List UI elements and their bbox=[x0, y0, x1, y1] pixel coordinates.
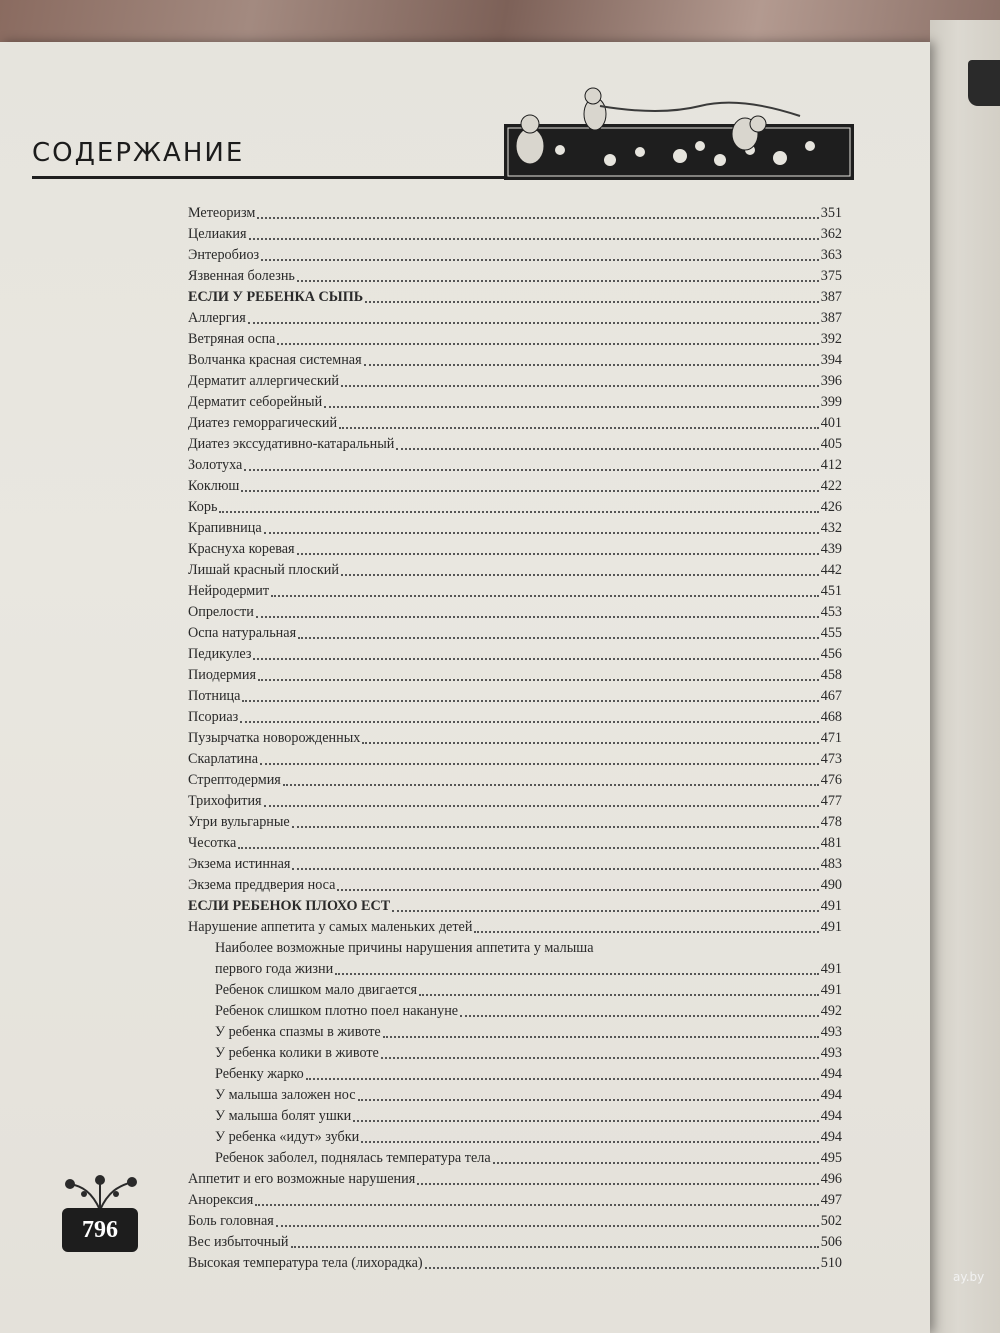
dot-leader bbox=[341, 371, 819, 387]
toc-entry-label: Диатез геморрагический bbox=[188, 415, 338, 431]
toc-entry-page: 493 bbox=[820, 1024, 842, 1040]
toc-entry bbox=[188, 917, 842, 938]
toc-entry bbox=[188, 329, 842, 350]
toc-entry-label: ЕСЛИ РЕБЕНОК ПЛОХО ЕСТ bbox=[188, 898, 391, 914]
dot-leader bbox=[261, 245, 819, 261]
dot-leader bbox=[417, 1169, 818, 1185]
dot-leader bbox=[242, 686, 818, 702]
dot-leader bbox=[381, 1043, 819, 1059]
toc-entry bbox=[188, 791, 842, 812]
toc-entry-label: Ребенок заболел, поднялась температура тела bbox=[215, 1150, 491, 1166]
toc-entry-page: 494 bbox=[820, 1129, 842, 1145]
toc-entry-label: У ребенка «идут» зубки bbox=[215, 1129, 360, 1145]
toc-entry-label: Аппетит и его возможные нарушения bbox=[188, 1171, 416, 1187]
dot-leader bbox=[248, 308, 819, 324]
dot-leader bbox=[361, 1127, 819, 1143]
dot-leader bbox=[474, 917, 818, 933]
toc-entry-page: 481 bbox=[820, 835, 842, 851]
toc-entry-page: 442 bbox=[820, 562, 842, 578]
facing-page-ornament-icon bbox=[968, 60, 1000, 106]
toc-entry bbox=[188, 203, 842, 224]
toc-entry-label: Нарушение аппетита у самых маленьких детей bbox=[188, 919, 473, 935]
floral-ornament-icon bbox=[52, 1172, 148, 1212]
dot-leader bbox=[292, 812, 819, 828]
toc-entry-page: 478 bbox=[820, 814, 842, 830]
dot-leader bbox=[249, 224, 819, 240]
dot-leader bbox=[392, 896, 819, 912]
toc-entry bbox=[188, 728, 842, 749]
toc-entry-label: У ребенка колики в животе bbox=[215, 1045, 379, 1061]
toc-entry-page: 351 bbox=[820, 205, 842, 221]
toc-entry-page: 396 bbox=[820, 373, 842, 389]
toc-entry-page: 483 bbox=[820, 856, 842, 872]
toc-entry-page: 494 bbox=[820, 1066, 842, 1082]
toc-entry-label: Скарлатина bbox=[188, 751, 259, 767]
dot-leader bbox=[241, 476, 818, 492]
toc-entry-label: ЕСЛИ У РЕБЕНКА СЫПЬ bbox=[188, 289, 364, 305]
toc-entry-page: 494 bbox=[820, 1108, 842, 1124]
toc-entry-label: Нейродермит bbox=[188, 583, 270, 599]
dot-leader bbox=[383, 1022, 819, 1038]
toc-entry-page: 399 bbox=[820, 394, 842, 410]
dot-leader bbox=[297, 539, 819, 555]
toc-entry-page: 473 bbox=[820, 751, 842, 767]
dot-leader bbox=[297, 266, 819, 282]
toc-entry-label: Энтеробиоз bbox=[188, 247, 260, 263]
toc-entry bbox=[188, 1190, 842, 1211]
toc-entry-label: Стрептодермия bbox=[188, 772, 281, 788]
dot-leader bbox=[255, 1190, 818, 1206]
toc-entry bbox=[188, 434, 842, 455]
dot-leader bbox=[425, 1253, 819, 1269]
toc-entry bbox=[188, 959, 842, 980]
toc-entry bbox=[188, 1211, 842, 1232]
dot-leader bbox=[238, 833, 818, 849]
toc-entry-label: Оспа натуральная bbox=[188, 625, 297, 641]
toc-entry-label: Аллергия bbox=[188, 310, 246, 326]
toc-entry bbox=[188, 980, 842, 1001]
toc-entry-page: 468 bbox=[820, 709, 842, 725]
toc-entry-page: 456 bbox=[820, 646, 842, 662]
toc-entry-page: 392 bbox=[820, 331, 842, 347]
toc-entry-page: 405 bbox=[820, 436, 842, 452]
toc-entry-page: 467 bbox=[820, 688, 842, 704]
toc-section-heading bbox=[188, 287, 842, 308]
toc-entry-label: Ребенок слишком мало двигается bbox=[215, 982, 418, 998]
page-number: 796 bbox=[62, 1208, 138, 1252]
toc-entry-page: 476 bbox=[820, 772, 842, 788]
toc-entry bbox=[188, 1001, 842, 1022]
dot-leader bbox=[264, 791, 819, 807]
toc-entry bbox=[188, 1232, 842, 1253]
dot-leader bbox=[306, 1064, 819, 1080]
toc-entry-page: 453 bbox=[820, 604, 842, 620]
toc-entry-label: Педикулез bbox=[188, 646, 252, 662]
dot-leader bbox=[283, 770, 819, 786]
toc-entry-page: 426 bbox=[820, 499, 842, 515]
dot-leader bbox=[419, 980, 819, 996]
toc-entry-label: У малыша заложен нос bbox=[215, 1087, 356, 1103]
toc-entry bbox=[188, 1043, 842, 1064]
dot-leader bbox=[335, 959, 819, 975]
toc-entry-label: Пузырчатка новорожденных bbox=[188, 730, 361, 746]
toc-entry-label: Чесотка bbox=[188, 835, 237, 851]
toc-entry-label: Лишай красный плоский bbox=[188, 562, 339, 578]
toc-entry-label: Угри вульгарные bbox=[188, 814, 290, 830]
toc-entry bbox=[188, 854, 842, 875]
toc-entry bbox=[188, 875, 842, 896]
toc-entry-page: 401 bbox=[820, 415, 842, 431]
toc-entry-label: Краснуха коревая bbox=[188, 541, 295, 557]
toc-entry-page: 493 bbox=[820, 1045, 842, 1061]
toc-entry bbox=[188, 1022, 842, 1043]
toc-entry bbox=[188, 707, 842, 728]
toc-entry-page: 387 bbox=[820, 289, 842, 305]
toc-entry-label: У малыша болят ушки bbox=[215, 1108, 352, 1124]
toc-entry-page: 477 bbox=[820, 793, 842, 809]
dot-leader bbox=[324, 392, 819, 408]
toc-entry bbox=[188, 308, 842, 329]
toc-entry-page: 490 bbox=[820, 877, 842, 893]
toc-entry-page: 455 bbox=[820, 625, 842, 641]
toc-entry-label: Коклюш bbox=[188, 478, 240, 494]
toc-entry bbox=[188, 245, 842, 266]
toc-entry-page: 375 bbox=[820, 268, 842, 284]
toc-entry bbox=[188, 1169, 842, 1190]
dot-leader bbox=[258, 665, 819, 681]
toc-entry-page: 506 bbox=[820, 1234, 842, 1250]
dot-leader bbox=[256, 602, 819, 618]
dot-leader bbox=[364, 350, 819, 366]
toc-entry-page: 363 bbox=[820, 247, 842, 263]
toc-entry-label: Целиакия bbox=[188, 226, 247, 242]
toc-entry-label: Крапивница bbox=[188, 520, 262, 536]
toc-entry-page: 491 bbox=[820, 961, 842, 977]
toc-entry-label: Опрелости bbox=[188, 604, 254, 620]
toc-entry bbox=[188, 1106, 842, 1127]
toc-entry-page: 387 bbox=[820, 310, 842, 326]
dot-leader bbox=[493, 1148, 819, 1164]
dot-leader bbox=[276, 1211, 819, 1227]
toc-entry-label: Анорексия bbox=[188, 1192, 254, 1208]
toc-entry-page: 510 bbox=[820, 1255, 842, 1271]
toc-entry bbox=[188, 623, 842, 644]
toc-entry-label: первого года жизни bbox=[215, 961, 334, 977]
toc-entry-label: Трихофития bbox=[188, 793, 262, 809]
toc-entry bbox=[188, 1127, 842, 1148]
dot-leader bbox=[257, 203, 818, 219]
toc-entry-label: Дерматит себорейный bbox=[188, 394, 323, 410]
dot-leader bbox=[219, 497, 818, 513]
table-of-contents bbox=[188, 203, 842, 1274]
toc-entry-label: Корь bbox=[188, 499, 218, 515]
toc-entry bbox=[188, 602, 842, 623]
toc-entry-label: Боль головная bbox=[188, 1213, 274, 1229]
toc-entry bbox=[188, 665, 842, 686]
dot-leader bbox=[244, 455, 818, 471]
toc-entry bbox=[188, 1085, 842, 1106]
toc-entry-page: 491 bbox=[820, 919, 842, 935]
dot-leader bbox=[396, 434, 818, 450]
toc-entry bbox=[188, 644, 842, 665]
dot-leader bbox=[240, 707, 818, 723]
dot-leader bbox=[341, 560, 819, 576]
dot-leader bbox=[339, 413, 819, 429]
dot-leader bbox=[337, 875, 818, 891]
dot-leader bbox=[460, 1001, 819, 1017]
toc-entry-page: 471 bbox=[820, 730, 842, 746]
dot-leader bbox=[358, 1085, 819, 1101]
dot-leader bbox=[260, 749, 819, 765]
dot-leader bbox=[353, 1106, 818, 1122]
toc-entry bbox=[188, 812, 842, 833]
toc-entry-page: 502 bbox=[820, 1213, 842, 1229]
toc-entry bbox=[188, 560, 842, 581]
toc-entry-page: 491 bbox=[820, 898, 842, 914]
toc-entry-label: Наиболее возможные причины нарушения аппетита у малыша bbox=[215, 940, 594, 956]
toc-entry-page: 497 bbox=[820, 1192, 842, 1208]
toc-entry-label: Высокая температура тела (лихорадка) bbox=[188, 1255, 423, 1271]
toc-entry bbox=[188, 224, 842, 245]
toc-entry bbox=[188, 392, 842, 413]
toc-entry-label: Язвенная болезнь bbox=[188, 268, 295, 284]
toc-entry-label: Пиодермия bbox=[188, 667, 257, 683]
toc-entry-page: 412 bbox=[820, 457, 842, 473]
toc-entry bbox=[188, 833, 842, 854]
toc-entry-page: 422 bbox=[820, 478, 842, 494]
dot-leader bbox=[271, 581, 819, 597]
toc-entry bbox=[188, 1064, 842, 1085]
dot-leader bbox=[291, 1232, 819, 1248]
toc-entry-label: Потница bbox=[188, 688, 241, 704]
toc-entry bbox=[188, 413, 842, 434]
dot-leader bbox=[277, 329, 818, 345]
toc-entry-page: 494 bbox=[820, 1087, 842, 1103]
cherubs-floral-ornament-icon bbox=[500, 86, 856, 182]
toc-entry-label: Метеоризм bbox=[188, 205, 256, 221]
toc-entry-page: 362 bbox=[820, 226, 842, 242]
toc-entry bbox=[188, 539, 842, 560]
dot-leader bbox=[362, 728, 818, 744]
toc-entry-label: Экзема истинная bbox=[188, 856, 291, 872]
dot-leader bbox=[264, 518, 819, 534]
toc-entry bbox=[188, 749, 842, 770]
toc-entry-label: Диатез экссудативно-катаральный bbox=[188, 436, 395, 452]
toc-entry-page: 496 bbox=[820, 1171, 842, 1187]
toc-entry bbox=[188, 266, 842, 287]
dot-leader bbox=[253, 644, 818, 660]
toc-entry bbox=[188, 686, 842, 707]
dot-leader bbox=[365, 287, 819, 303]
toc-entry bbox=[188, 455, 842, 476]
toc-entry bbox=[188, 1253, 842, 1274]
toc-entry bbox=[188, 497, 842, 518]
toc-entry-label: Ветряная оспа bbox=[188, 331, 276, 347]
dot-leader bbox=[292, 854, 818, 870]
page-title: СОДЕРЖАНИЕ bbox=[32, 138, 245, 168]
toc-entry-page: 491 bbox=[820, 982, 842, 998]
toc-entry bbox=[188, 581, 842, 602]
toc-entry-label: У ребенка спазмы в животе bbox=[215, 1024, 381, 1040]
toc-entry bbox=[188, 350, 842, 371]
toc-entry-label: Экзема преддверия носа bbox=[188, 877, 336, 893]
toc-entry-page: 432 bbox=[820, 520, 842, 536]
toc-entry-label: Дерматит аллергический bbox=[188, 373, 339, 389]
dot-leader bbox=[298, 623, 819, 639]
toc-entry-label: Ребенок слишком плотно поел накануне bbox=[215, 1003, 459, 1019]
toc-entry bbox=[188, 938, 842, 959]
toc-entry bbox=[188, 476, 842, 497]
watermark: ay.by bbox=[953, 1270, 985, 1284]
toc-entry bbox=[188, 518, 842, 539]
toc-section-heading bbox=[188, 896, 842, 917]
toc-entry-page: 495 bbox=[820, 1150, 842, 1166]
toc-entry bbox=[188, 1148, 842, 1169]
toc-entry-label: Псориаз bbox=[188, 709, 239, 725]
toc-entry-page: 492 bbox=[820, 1003, 842, 1019]
toc-entry-label: Волчанка красная системная bbox=[188, 352, 362, 368]
toc-entry-page: 394 bbox=[820, 352, 842, 368]
toc-entry-label: Вес избыточный bbox=[188, 1234, 289, 1250]
toc-entry-label: Золотуха bbox=[188, 457, 243, 473]
toc-entry-page: 439 bbox=[820, 541, 842, 557]
toc-entry-page: 458 bbox=[820, 667, 842, 683]
toc-entry-label: Ребенку жарко bbox=[215, 1066, 304, 1082]
toc-entry-page: 451 bbox=[820, 583, 842, 599]
toc-entry bbox=[188, 371, 842, 392]
toc-entry bbox=[188, 770, 842, 791]
facing-page-edge bbox=[930, 20, 1000, 1333]
